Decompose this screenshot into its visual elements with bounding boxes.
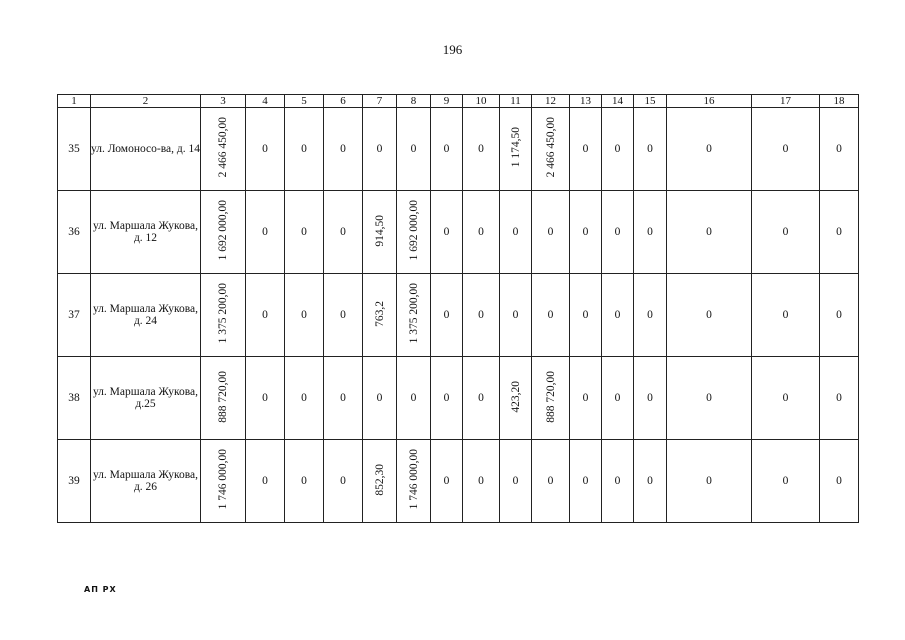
value-cell <box>602 440 634 523</box>
page-number: 196 <box>442 42 463 57</box>
cell-value: 0 <box>340 392 346 404</box>
column-header: 18 <box>820 95 859 108</box>
column-header: 9 <box>431 95 463 108</box>
cell-value: 2 466 450,00 <box>217 117 229 178</box>
table-row <box>58 440 859 523</box>
row-number: 39 <box>58 440 91 523</box>
value-cell <box>463 274 500 357</box>
header-row <box>58 95 859 108</box>
column-header: 13 <box>570 95 602 108</box>
value-cell <box>752 357 820 440</box>
value-cell <box>201 108 246 191</box>
value-cell <box>285 357 324 440</box>
column-header: 1 <box>58 95 91 108</box>
cell-value: 0 <box>301 226 307 238</box>
cell-value: 0 <box>340 309 346 321</box>
value-cell <box>752 274 820 357</box>
column-header: 14 <box>602 95 634 108</box>
address-cell: ул. Маршала Жукова, д. 26 <box>91 440 201 523</box>
cell-value: 0 <box>706 309 712 321</box>
value-cell <box>324 440 363 523</box>
cell-value: 0 <box>582 143 589 155</box>
value-cell <box>285 274 324 357</box>
value-cell <box>667 357 752 440</box>
value-cell <box>324 191 363 274</box>
cell-value: 0 <box>301 475 307 487</box>
column-header: 4 <box>246 95 285 108</box>
cell-value: 0 <box>614 392 621 404</box>
row-number: 36 <box>58 191 91 274</box>
value-cell <box>634 440 667 523</box>
cell-value: 0 <box>647 392 653 404</box>
cell-value: 2 466 450,00 <box>544 117 557 178</box>
value-cell <box>201 274 246 357</box>
value-cell <box>363 108 397 191</box>
value-cell <box>397 108 431 191</box>
value-cell <box>667 274 752 357</box>
cell-value: 0 <box>443 309 450 321</box>
column-header: 6 <box>324 95 363 108</box>
value-cell <box>463 108 500 191</box>
address-cell: ул. Маршала Жукова, д. 12 <box>91 191 201 274</box>
cell-value: 0 <box>512 309 519 321</box>
cell-value: 0 <box>706 143 712 155</box>
column-header: 2 <box>91 95 201 108</box>
cell-value: 0 <box>614 475 621 487</box>
value-cell <box>634 274 667 357</box>
value-cell <box>570 357 602 440</box>
value-cell <box>532 440 570 523</box>
value-cell <box>246 357 285 440</box>
value-cell <box>634 108 667 191</box>
value-cell <box>532 274 570 357</box>
value-cell <box>285 440 324 523</box>
cell-value: 0 <box>647 309 653 321</box>
column-header: 15 <box>634 95 667 108</box>
cell-value: 0 <box>410 143 417 155</box>
cell-value: 0 <box>262 226 268 238</box>
cell-value: 1 692 000,00 <box>217 200 229 261</box>
cell-value: 763,2 <box>373 300 386 327</box>
cell-value: 1 692 000,00 <box>407 200 420 261</box>
cell-value: 0 <box>647 226 653 238</box>
value-cell <box>602 357 634 440</box>
cell-value: 0 <box>836 226 842 238</box>
cell-value: 0 <box>512 226 519 238</box>
cell-value: 0 <box>478 309 484 321</box>
cell-value: 0 <box>836 143 842 155</box>
cell-value: 0 <box>782 475 789 487</box>
cell-value: 0 <box>614 226 621 238</box>
value-cell <box>201 440 246 523</box>
cell-value: 0 <box>262 309 268 321</box>
value-cell <box>324 274 363 357</box>
cell-value: 0 <box>614 143 621 155</box>
cell-value: 0 <box>836 309 842 321</box>
cell-value: 0 <box>443 392 450 404</box>
cell-value: 0 <box>706 392 712 404</box>
value-cell <box>363 357 397 440</box>
value-cell <box>820 357 859 440</box>
cell-value: 0 <box>782 392 789 404</box>
value-cell <box>532 191 570 274</box>
cell-value: 0 <box>512 475 519 487</box>
cell-value: 0 <box>376 143 383 155</box>
table-row <box>58 357 859 440</box>
value-cell <box>500 108 532 191</box>
value-cell <box>532 357 570 440</box>
value-cell <box>752 440 820 523</box>
column-header: 3 <box>201 95 246 108</box>
cell-value: 1 746 000,00 <box>217 449 229 510</box>
cell-value: 0 <box>647 143 653 155</box>
cell-value: 0 <box>443 143 450 155</box>
value-cell <box>820 108 859 191</box>
cell-value: 0 <box>706 226 712 238</box>
cell-value: 0 <box>547 309 554 321</box>
cell-value: 0 <box>836 475 842 487</box>
cell-value: 0 <box>782 226 789 238</box>
cell-value: 888 720,00 <box>217 370 229 423</box>
cell-value: 0 <box>582 226 589 238</box>
cell-value: 0 <box>582 309 589 321</box>
value-cell <box>363 274 397 357</box>
column-header: 17 <box>752 95 820 108</box>
column-header: 5 <box>285 95 324 108</box>
column-header: 7 <box>363 95 397 108</box>
cell-value: 914,50 <box>373 214 386 247</box>
value-cell <box>463 440 500 523</box>
value-cell <box>397 440 431 523</box>
cell-value: 1 174,50 <box>509 127 522 168</box>
value-cell <box>397 274 431 357</box>
cell-value: 0 <box>706 475 712 487</box>
value-cell <box>324 108 363 191</box>
value-cell <box>246 191 285 274</box>
value-cell <box>324 357 363 440</box>
cell-value: 0 <box>614 309 621 321</box>
cell-value: 0 <box>647 475 653 487</box>
cell-value: 1 746 000,00 <box>407 449 420 510</box>
row-number: 38 <box>58 357 91 440</box>
value-cell <box>431 357 463 440</box>
cell-value: 0 <box>301 143 307 155</box>
value-cell <box>463 357 500 440</box>
value-cell <box>820 191 859 274</box>
column-header: 10 <box>463 95 500 108</box>
cell-value: 1 375 200,00 <box>407 283 420 344</box>
value-cell <box>246 108 285 191</box>
cell-value: 0 <box>340 226 346 238</box>
table-row <box>58 191 859 274</box>
cell-value: 423,20 <box>509 380 522 413</box>
cell-value: 0 <box>301 392 307 404</box>
value-cell <box>602 191 634 274</box>
cell-value: 0 <box>340 475 346 487</box>
cell-value: 0 <box>376 392 383 404</box>
cell-value: 0 <box>478 226 484 238</box>
cell-value: 0 <box>410 392 417 404</box>
cell-value: 0 <box>782 309 789 321</box>
value-cell <box>500 357 532 440</box>
cell-value: 0 <box>443 475 450 487</box>
column-header: 12 <box>532 95 570 108</box>
cell-value: 0 <box>547 226 554 238</box>
value-cell <box>397 357 431 440</box>
column-header: 11 <box>500 95 532 108</box>
table-row <box>58 108 859 191</box>
value-cell <box>667 440 752 523</box>
value-cell <box>363 440 397 523</box>
address-cell: ул. Ломоносо-ва, д. 14 <box>91 108 201 191</box>
address-cell: ул. Маршала Жукова, д. 24 <box>91 274 201 357</box>
value-cell <box>431 191 463 274</box>
column-header: 8 <box>397 95 431 108</box>
cell-value: 0 <box>301 309 307 321</box>
value-cell <box>431 108 463 191</box>
cell-value: 0 <box>262 143 268 155</box>
value-cell <box>820 274 859 357</box>
cell-value: 0 <box>443 226 450 238</box>
data-table <box>57 94 859 523</box>
cell-value: 0 <box>582 475 589 487</box>
value-cell <box>667 191 752 274</box>
value-cell <box>602 108 634 191</box>
value-cell <box>570 274 602 357</box>
value-cell <box>532 108 570 191</box>
cell-value: 0 <box>782 143 789 155</box>
value-cell <box>500 191 532 274</box>
value-cell <box>820 440 859 523</box>
value-cell <box>285 108 324 191</box>
cell-value: 0 <box>836 392 842 404</box>
cell-value: 1 375 200,00 <box>217 283 229 344</box>
row-number: 35 <box>58 108 91 191</box>
value-cell <box>602 274 634 357</box>
cell-value: 0 <box>478 392 484 404</box>
value-cell <box>500 440 532 523</box>
value-cell <box>201 191 246 274</box>
cell-value: 888 720,00 <box>544 370 557 423</box>
value-cell <box>363 191 397 274</box>
value-cell <box>201 357 246 440</box>
cell-value: 0 <box>582 392 589 404</box>
value-cell <box>500 274 532 357</box>
address-cell: ул. Маршала Жукова, д.25 <box>91 357 201 440</box>
value-cell <box>431 274 463 357</box>
value-cell <box>570 191 602 274</box>
cell-value: 0 <box>262 475 268 487</box>
value-cell <box>667 108 752 191</box>
value-cell <box>752 191 820 274</box>
value-cell <box>246 440 285 523</box>
value-cell <box>285 191 324 274</box>
cell-value: 0 <box>547 475 554 487</box>
footer-stamp: АП РХ <box>84 585 117 594</box>
cell-value: 0 <box>478 475 484 487</box>
table-row <box>58 274 859 357</box>
value-cell <box>752 108 820 191</box>
value-cell <box>634 357 667 440</box>
value-cell <box>397 191 431 274</box>
value-cell <box>634 191 667 274</box>
cell-value: 0 <box>340 143 346 155</box>
cell-value: 0 <box>262 392 268 404</box>
value-cell <box>463 191 500 274</box>
column-header: 16 <box>667 95 752 108</box>
cell-value: 852,30 <box>373 463 386 496</box>
value-cell <box>570 108 602 191</box>
row-number: 37 <box>58 274 91 357</box>
value-cell <box>570 440 602 523</box>
value-cell <box>246 274 285 357</box>
value-cell <box>431 440 463 523</box>
cell-value: 0 <box>478 143 484 155</box>
